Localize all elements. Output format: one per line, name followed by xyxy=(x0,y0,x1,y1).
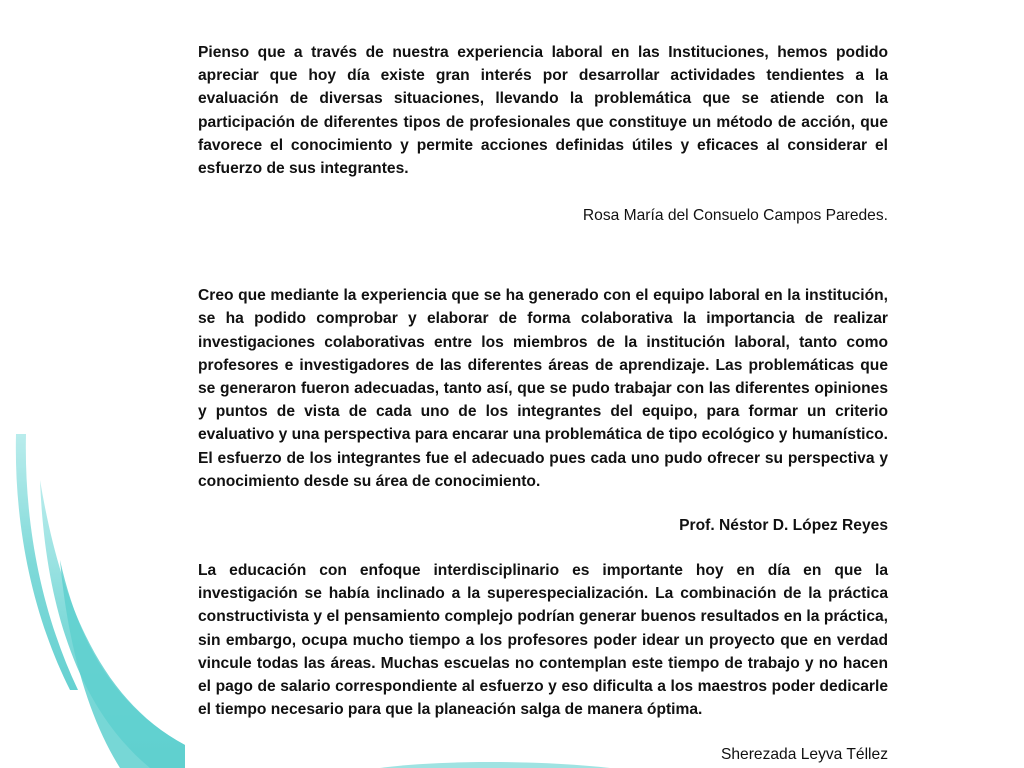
signature-3: Sherezada Leyva Téllez xyxy=(720,746,888,764)
signature-1: Rosa María del Consuelo Campos Paredes. xyxy=(582,207,888,225)
paragraph-3: La educación con enfoque interdisciplinario es importante hoy en día en que la investigación se había inclinado a la superespecialización. La combinación de la práctica constructivista y el pensamiento complejo podrían generar buenos resultados en la práctica, sin embargo, ocupa mucho tiempo a los profesores poder idear un proyecto que en verdad vincule todas las áreas. Muchas escuelas no contemplan este tiempo de trabajo y no hacen el pago de salario correspondiente al esfuerzo y eso dificulta a los maestros poder dedicarle el tiempo necesario para que la planeación salga de manera óptima. xyxy=(198,562,888,719)
document-page xyxy=(198,41,888,766)
signature-2: Prof. Néstor D. López Reyes xyxy=(679,517,888,535)
paragraph-1: Pienso que a través de nuestra experiencia laboral en las Instituciones, hemos podido apreciar que hoy día existe gran interés por desarrollar actividades tendientes a la evaluación de diversas situaciones, llevando la problemática que se atiende con la participación de diferentes tipos de profesionales que constituye un método de acción, que favorece el conocimiento y permite acciones definidas útiles y eficaces al considerar el esfuerzo de sus integrantes. xyxy=(198,44,888,178)
swoosh-body xyxy=(60,560,185,768)
swoosh-wide-stroke xyxy=(40,480,185,768)
swoosh-thin-stroke xyxy=(16,434,78,690)
paragraph-2: Creo que mediante la experiencia que se ha generado con el equipo laboral en la institución, se ha podido comprobar y elaborar de forma colaborativa la importancia de realizar investigaciones colaborativas entre los miembros de la institución laboral, tanto como profesores e investigadores de las diferentes áreas de aprendizaje. Las problemáticas que se generaron fueron adecuadas, tanto así, que se pudo trabajar con las diferentes opiniones y puntos de vista de cada uno de los integrantes del equipo, para formar un criterio evaluativo y una perspectiva para encarar una problemática de tipo ecológico y humanístico. El esfuerzo de los integrantes fue el adecuado pues cada uno pudo ofrecer su perspectiva y conocimiento desde su área de conocimiento. xyxy=(198,287,888,490)
